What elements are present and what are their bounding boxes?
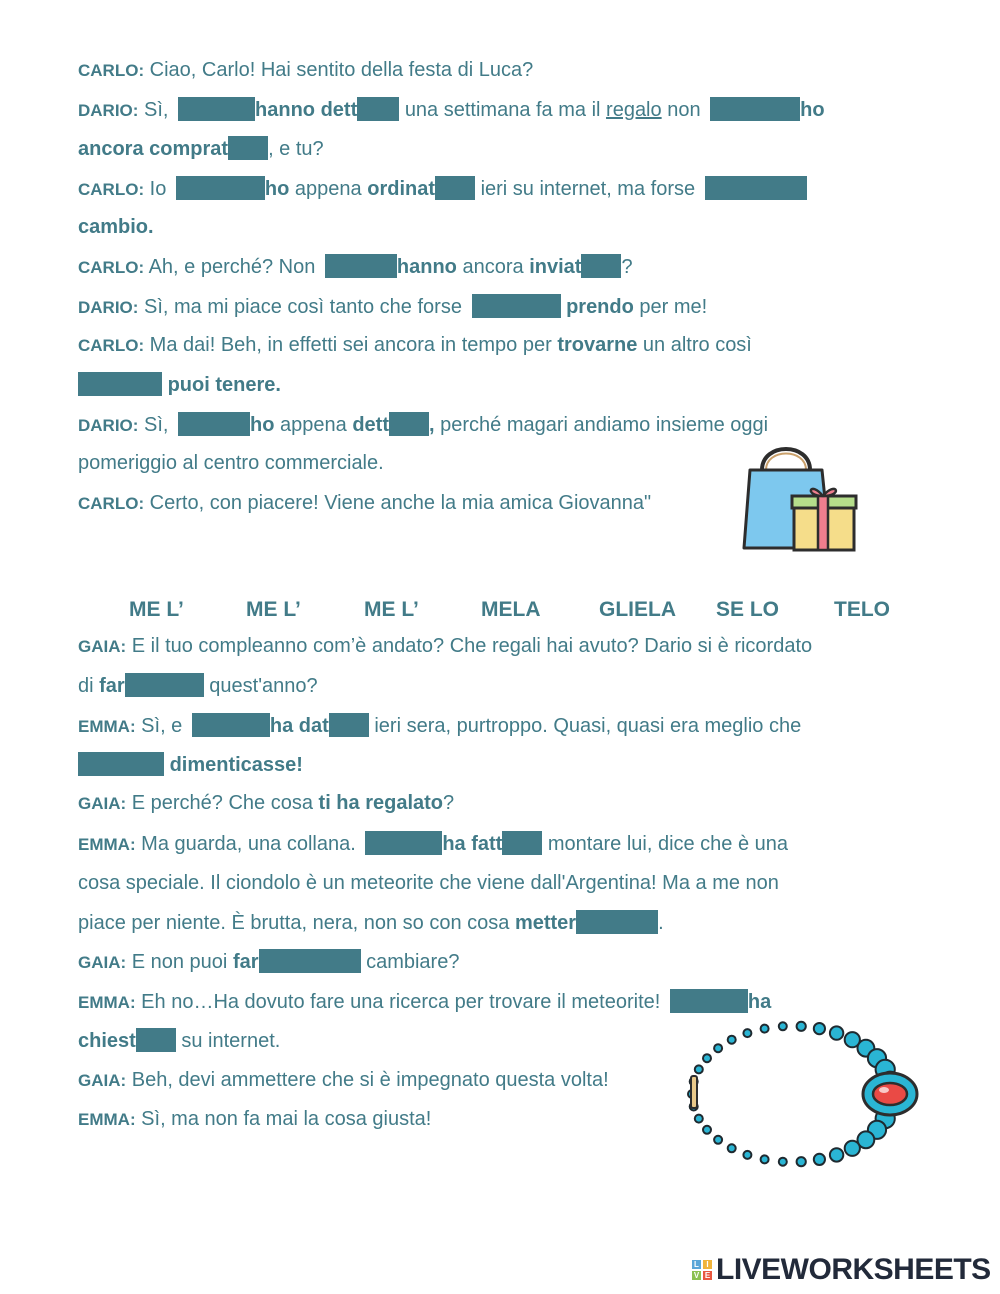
speaker-label: EMMA: (78, 717, 136, 736)
dialogue-text: perché magari andiamo insieme oggi (440, 414, 769, 436)
dialogue-line (78, 1068, 609, 1093)
necklace-bead (814, 1154, 825, 1165)
necklace-bead (728, 1036, 736, 1044)
bold-text: chiest (78, 1030, 136, 1052)
bold-text: prendo (566, 296, 634, 318)
dialogue-text: ? (443, 792, 455, 814)
answer-blank[interactable] (705, 176, 807, 200)
necklace-bead (728, 1144, 736, 1152)
necklace-bead (797, 1157, 806, 1166)
answer-blank[interactable] (357, 97, 399, 121)
dialogue-line (78, 910, 664, 935)
bold-text: metter (514, 912, 577, 934)
answer-blank[interactable] (125, 673, 204, 697)
dialogue-text: E perché? Che cosa (131, 792, 313, 814)
dialogue-text: Sì, (144, 414, 169, 436)
necklace-bead (779, 1022, 787, 1030)
dialogue-line (78, 176, 807, 202)
bold-text: far (232, 951, 259, 973)
answer-blank[interactable] (176, 176, 265, 200)
answer-blank[interactable] (502, 831, 542, 855)
dialogue-line (78, 634, 812, 659)
bold-text: trovarne (557, 334, 638, 356)
dialogue-text: Sì, (144, 99, 169, 121)
dialogue-line (78, 752, 303, 777)
dialogue-text: , e tu? (268, 138, 324, 160)
necklace-bead (703, 1054, 711, 1062)
necklace-bead (830, 1148, 843, 1161)
dialogue-text: pomeriggio al centro commerciale. (78, 452, 384, 474)
dialogue-text: E non puoi (131, 951, 228, 973)
logo-mark-icon: L I V E (693, 1260, 711, 1280)
logo-text: LIVEWORKSHEETS (716, 1253, 991, 1286)
answer-blank[interactable] (389, 412, 429, 436)
dialogue-text: un altro così (642, 334, 752, 356)
dialogue-text: una settimana fa ma il (404, 99, 601, 121)
dialogue-text: E il tuo compleanno com’è andato? Che regali hai avuto? Dario si è ricordato (131, 635, 813, 657)
bold-text: hanno (396, 256, 457, 278)
answer-blank[interactable] (178, 97, 255, 121)
bold-text: hanno dett (255, 99, 358, 121)
answer-blank[interactable] (329, 713, 369, 737)
dialogue-text: non (667, 99, 701, 121)
bold-text: , (429, 414, 435, 436)
answer-blank[interactable] (581, 254, 621, 278)
dialogue-text: Sì, e (141, 715, 183, 737)
necklace-bead (814, 1023, 825, 1034)
bold-text: ancora comprat (78, 138, 229, 160)
answer-blank[interactable] (228, 136, 268, 160)
bold-text: ti ha regalato (318, 792, 444, 814)
necklace-bead (714, 1136, 722, 1144)
dialogue-text: cambiare? (366, 951, 460, 973)
bold-text: ho (250, 414, 275, 436)
dialogue-text: cosa speciale. Il ciondolo è un meteorite che viene dall'Argentina! Ma a me non (78, 872, 779, 894)
speaker-label: DARIO: (78, 101, 139, 120)
answer-blank[interactable] (472, 294, 561, 318)
dialogue-line (78, 949, 459, 975)
dialogue-text: Beh, devi ammettere che si è impegnato questa volta! (131, 1069, 609, 1091)
word-bank-item[interactable]: ME L’ (129, 598, 184, 621)
dialogue-line (78, 97, 825, 123)
dialogue-line (78, 491, 651, 516)
dialogue-line (78, 871, 779, 895)
dialogue-text: Certo, con piacere! Viene anche la mia amica Giovanna" (149, 492, 652, 514)
bold-text: ho (264, 178, 290, 200)
speaker-label: EMMA: (78, 993, 136, 1012)
dialogue-text: . (658, 912, 664, 934)
bold-text: puoi tenere. (167, 374, 281, 396)
answer-blank[interactable] (325, 254, 397, 278)
dialogue-line (78, 372, 281, 397)
dialogue-line (78, 1107, 431, 1132)
speaker-label: GAIA: (78, 1071, 127, 1090)
answer-blank[interactable] (710, 97, 800, 121)
dialogue-text: ? (621, 256, 633, 278)
bold-text: cambio. (78, 216, 154, 238)
word-bank-item[interactable]: ME L’ (246, 598, 301, 621)
dialogue-line (78, 989, 771, 1015)
answer-blank[interactable] (365, 831, 442, 855)
dialogue-line (78, 254, 633, 280)
answer-blank[interactable] (78, 372, 162, 396)
dialogue-text: appena (294, 178, 362, 200)
necklace-bead (714, 1044, 722, 1052)
dialogue-line (78, 136, 324, 161)
necklace-bead (695, 1115, 703, 1123)
speaker-label: CARLO: (78, 258, 145, 277)
dialogue-text: Ah, e perché? Non (148, 256, 316, 278)
necklace-bead (797, 1022, 806, 1031)
dialogue-line (78, 831, 788, 857)
dialogue-text: Sì, ma non fa mai la cosa giusta! (141, 1108, 432, 1130)
necklace-bead (779, 1158, 787, 1166)
answer-blank[interactable] (576, 910, 658, 934)
speaker-label: GAIA: (78, 953, 127, 972)
dialogue-line (78, 673, 318, 698)
dialogue-text: Ma dai! Beh, in effetti sei ancora in tempo per (149, 334, 552, 356)
answer-blank[interactable] (192, 713, 270, 737)
dialogue-text: Eh no…Ha dovuto fare una ricerca per trovare il meteorite! (141, 991, 661, 1013)
dialogue-line (78, 451, 384, 475)
word-bank-item[interactable]: MELA (481, 598, 541, 621)
dialogue-text: su internet. (181, 1030, 281, 1052)
dialogue-text: per me! (639, 296, 708, 318)
dialogue-text: Io (149, 178, 167, 200)
speaker-label: CARLO: (78, 180, 145, 199)
dialogue-text: piace per niente. È brutta, nera, non so con cosa (78, 912, 510, 934)
answer-blank[interactable] (136, 1028, 176, 1052)
necklace-bead (743, 1151, 751, 1159)
necklace-bead (703, 1126, 711, 1134)
dialogue-line (78, 713, 801, 739)
dialogue-text: ieri sera, purtroppo. Quasi, quasi era meglio che (374, 715, 802, 737)
word-bank-item[interactable]: ME L’ (364, 598, 419, 621)
speaker-label: DARIO: (78, 298, 139, 317)
dialogue-line (78, 215, 154, 239)
dialogue-line (78, 412, 768, 438)
bold-text: ha (747, 991, 772, 1013)
necklace-icon (680, 1010, 925, 1175)
bold-text: far (99, 675, 125, 697)
answer-blank[interactable] (259, 949, 361, 973)
dialogue-text: appena (280, 414, 347, 436)
dialogue-text: ieri su internet, ma forse (480, 178, 696, 200)
bold-text: dimenticasse! (169, 754, 303, 776)
dialogue-line (78, 294, 707, 320)
bold-text: dett (352, 414, 390, 436)
speaker-label: CARLO: (78, 61, 145, 80)
word-bank-item[interactable]: TELO (834, 598, 890, 621)
necklace-bead (761, 1025, 769, 1033)
dialogue-line (78, 333, 752, 358)
answer-blank[interactable] (178, 412, 250, 436)
word-bank (0, 598, 1000, 624)
speaker-label: CARLO: (78, 494, 145, 513)
bold-text: ordinat (367, 178, 436, 200)
necklace-bead (761, 1155, 769, 1163)
dialogue-text: Ma guarda, una collana. (141, 833, 356, 855)
dialogue-text: di (78, 675, 94, 697)
bold-text: inviat (529, 256, 582, 278)
speaker-label: EMMA: (78, 1110, 136, 1129)
necklace-bead (695, 1065, 703, 1073)
dialogue-text: ancora (462, 256, 524, 278)
dialogue-text: quest'anno? (209, 675, 318, 697)
liveworksheets-logo (692, 1255, 991, 1285)
dialogue-text: montare lui, dice che è una (547, 833, 789, 855)
speaker-label: EMMA: (78, 835, 136, 854)
shopping-bag-gift-icon (740, 440, 865, 555)
dialogue-text: Sì, ma mi piace così tanto che forse (144, 296, 462, 318)
speaker-label: GAIA: (78, 794, 127, 813)
speaker-label: DARIO: (78, 416, 139, 435)
speaker-label: CARLO: (78, 336, 145, 355)
bold-text: ho (800, 99, 825, 121)
dialogue-text: Ciao, Carlo! Hai sentito della festa di Luca? (149, 59, 534, 81)
dialogue-line (78, 1028, 280, 1053)
answer-blank[interactable] (78, 752, 164, 776)
answer-blank[interactable] (435, 176, 475, 200)
necklace-bead (830, 1026, 843, 1039)
dialogue-line (78, 58, 533, 83)
underlined-text: regalo (606, 99, 662, 121)
word-bank-item[interactable]: SE LO (716, 598, 780, 621)
bold-text: ha fatt (442, 833, 503, 855)
word-bank-item[interactable]: GLIELA (599, 598, 676, 621)
necklace-bead (845, 1141, 860, 1156)
necklace-bead (743, 1029, 751, 1037)
dialogue-line (78, 791, 454, 816)
bold-text: ha dat (269, 715, 329, 737)
speaker-label: GAIA: (78, 637, 127, 656)
